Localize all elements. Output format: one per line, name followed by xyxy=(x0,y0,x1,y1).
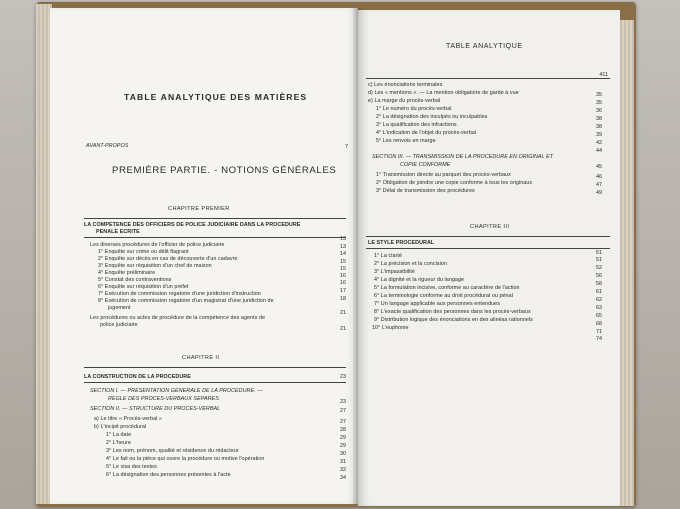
toc-entry: 3° L'impassibilité xyxy=(374,269,415,275)
toc-page: 38 xyxy=(596,124,602,130)
toc-entry: 8° L'exacte qualification des personnes dans les procès-verbaux xyxy=(374,309,531,315)
toc-entry: 6° La désignation des personnes présentes à l'acte xyxy=(106,472,231,478)
toc-page: 27 xyxy=(340,419,346,425)
right-page xyxy=(358,10,620,506)
toc-entry: SECTION III. — TRANSMISSION DE LA PROCEDURE EN ORIGINAL ET xyxy=(372,154,554,160)
toc-entry: 4° L'indication de l'objet du procès-verbal xyxy=(376,130,477,136)
toc-entry: 6° Enquête sur réquisition d'un préfet xyxy=(98,284,189,290)
page-number: 411 xyxy=(599,72,608,78)
toc-entry: 1° Transmission directe au parquet des procès-verbaux xyxy=(376,172,511,178)
toc-entry: b) L'incipit procédural xyxy=(94,424,147,430)
toc-entry: c) Les énonciations terminales xyxy=(368,82,443,88)
toc-entry: Les diverses procédures de l'officier de police judiciaire xyxy=(90,242,225,248)
toc-page: 29 xyxy=(340,435,346,441)
toc-page: 32 xyxy=(340,467,346,473)
avant-propos-page: 7 xyxy=(345,144,348,150)
page-title: TABLE ANALYTIQUE DES MATIÈRES xyxy=(124,92,308,102)
toc-page: 31 xyxy=(340,459,346,465)
toc-entry: 5° Les renvois en marge xyxy=(376,138,436,144)
toc-entry: 8° Exécution de commission rogatoire d'un magistrat d'une juridiction de xyxy=(98,298,274,304)
avant-propos-label: AVANT-PROPOS xyxy=(86,143,129,149)
toc-page: 74 xyxy=(596,336,602,342)
toc-entry: 2° Obligation de joindre une copie conforme à tous les originaux xyxy=(376,180,533,186)
toc-entry: 7° Exécution de commission rogatoire d'une juridiction d'instruction xyxy=(98,291,261,297)
toc-page: 34 xyxy=(340,475,346,481)
toc-page: 65 xyxy=(596,313,602,319)
toc-entry: 10° L'euphonie xyxy=(372,325,409,331)
toc-entry: 5° Le visa des textes xyxy=(106,464,157,470)
toc-entry: 5° Constat des contraventions xyxy=(98,277,172,283)
toc-page: 16 xyxy=(340,273,346,279)
toc-entry: SECTION II. — STRUCTURE DU PROCES-VERBAL xyxy=(90,406,221,412)
toc-page: 18 xyxy=(340,296,346,302)
toc-entry: SECTION I. — PRESENTATION GENERALE DE LA PROCEDURE. — xyxy=(90,388,263,394)
toc-page: 56 xyxy=(596,273,602,279)
toc-entry: 9° Distribution logique des énonciations en des alinéas rationnels xyxy=(374,317,533,323)
toc-page: 30 xyxy=(340,451,346,457)
toc-entry: 3° Délai de transmission des procédures xyxy=(376,188,475,194)
toc-page: 51 xyxy=(596,257,602,263)
toc-page: 17 xyxy=(340,288,346,294)
toc-page: 21 xyxy=(340,310,346,316)
toc-page: 44 xyxy=(596,148,602,154)
chapter-heading: LA CONSTRUCTION DE LA PROCEDURE xyxy=(84,374,191,380)
toc-entry: 2° Enquête sur décès en cas de découverte d'un cadavre xyxy=(98,256,238,262)
toc-page: 13 xyxy=(340,244,346,250)
toc-entry: 4° Enquête préliminaire xyxy=(98,270,156,276)
toc-page: 46 xyxy=(596,174,602,180)
part-title: PREMIÈRE PARTIE. - NOTIONS GÉNÉRALES xyxy=(112,165,337,176)
toc-entry: COPIE CONFORME xyxy=(400,162,451,168)
toc-entry: 2° L'heure xyxy=(106,440,131,446)
toc-entry: e) La marge du procès-verbal xyxy=(368,98,441,104)
toc-page: 61 xyxy=(596,289,602,295)
toc-page: 35 xyxy=(596,92,602,98)
toc-entry: 3° Enquête sur réquisition d'un chef de maison xyxy=(98,263,212,269)
toc-page: 47 xyxy=(596,182,602,188)
toc-page: 28 xyxy=(340,427,346,433)
divider xyxy=(366,78,610,79)
divider xyxy=(366,248,610,249)
toc-page: 27 xyxy=(340,408,346,414)
toc-entry: 2° La précision et la concision xyxy=(374,261,447,267)
toc-page: 35 xyxy=(596,100,602,106)
toc-page: 49 xyxy=(596,190,602,196)
toc-page: 38 xyxy=(596,116,602,122)
toc-page: 29 xyxy=(340,443,346,449)
toc-page: 63 xyxy=(596,305,602,311)
toc-entry: 6° La terminologie conforme au droit procédural ou pénal xyxy=(374,293,513,299)
chapter-heading-page: 51 xyxy=(596,250,602,256)
toc-entry: d) Les « mentions ». — La mention obligatoire de garde à vue xyxy=(368,90,519,96)
running-header: TABLE ANALYTIQUE xyxy=(446,43,523,50)
left-page xyxy=(50,8,358,504)
toc-page: 62 xyxy=(596,297,602,303)
toc-entry: 4° La dignité et la rigueur du langage xyxy=(374,277,465,283)
toc-entry: 1° La date xyxy=(106,432,132,438)
toc-page: 52 xyxy=(596,265,602,271)
toc-entry: 5° La formulation incisive, conforme au caractère de l'action xyxy=(374,285,520,291)
chapter-heading: LE STYLE PROCEDURAL xyxy=(368,240,435,246)
divider xyxy=(84,237,346,238)
divider xyxy=(84,218,346,219)
chapter-heading-page: 23 xyxy=(340,374,346,380)
toc-page: 42 xyxy=(596,140,602,146)
chapter-label: CHAPITRE II xyxy=(182,355,220,361)
toc-page: 45 xyxy=(596,164,602,170)
toc-page: 16 xyxy=(340,280,346,286)
toc-entry: jugement xyxy=(108,305,131,311)
toc-entry: a) Le titre « Procès-verbal » xyxy=(94,416,162,422)
toc-entry: REGLE DES PROCES-VERBAUX SEPARES xyxy=(108,396,219,402)
toc-page: 23 xyxy=(340,399,346,405)
toc-entry: 2° La désignation des inculpés ou inculpables xyxy=(376,114,488,120)
toc-page: 15 xyxy=(340,266,346,272)
toc-entry: police judiciaire xyxy=(100,322,138,328)
chapter-heading-page: 13 xyxy=(340,236,346,242)
toc-page: 71 xyxy=(596,329,602,335)
divider xyxy=(84,367,346,368)
toc-entry: 3° Les nom, prénom, qualité et résidence du rédacteur xyxy=(106,448,239,454)
divider xyxy=(366,236,610,237)
toc-page: 21 xyxy=(340,326,346,332)
chapter-heading: LA COMPETENCE DES OFFICIERS DE POLICE JUDICIAIRE DANS LA PROCEDURE xyxy=(84,222,301,228)
toc-entry: Les procédures ou actes de procédure de la compétence des agents de xyxy=(90,315,266,321)
toc-entry: 1° La clarté xyxy=(374,253,402,259)
toc-page: 68 xyxy=(596,321,602,327)
toc-page: 36 xyxy=(596,108,602,114)
toc-entry: 3° La qualification des infractions xyxy=(376,122,457,128)
toc-entry: 1° Enquête sur crime ou délit flagrant xyxy=(98,249,189,255)
divider xyxy=(84,382,346,383)
toc-page: 15 xyxy=(340,259,346,265)
chapter-label: CHAPITRE III xyxy=(470,224,510,230)
toc-page: 14 xyxy=(340,251,346,257)
toc-page: 39 xyxy=(596,132,602,138)
toc-entry: 1° Le numéro du procès-verbal xyxy=(376,106,452,112)
toc-entry: 4° Le fait ou la pièce qui ouvre la procédure ou motive l'opération xyxy=(106,456,265,462)
chapter-label: CHAPITRE PREMIER xyxy=(168,206,230,212)
toc-page: 58 xyxy=(596,281,602,287)
chapter-heading: PENALE ECRITE xyxy=(96,229,140,235)
toc-entry: 7° Un langage applicable aux personnes entendues xyxy=(374,301,500,307)
